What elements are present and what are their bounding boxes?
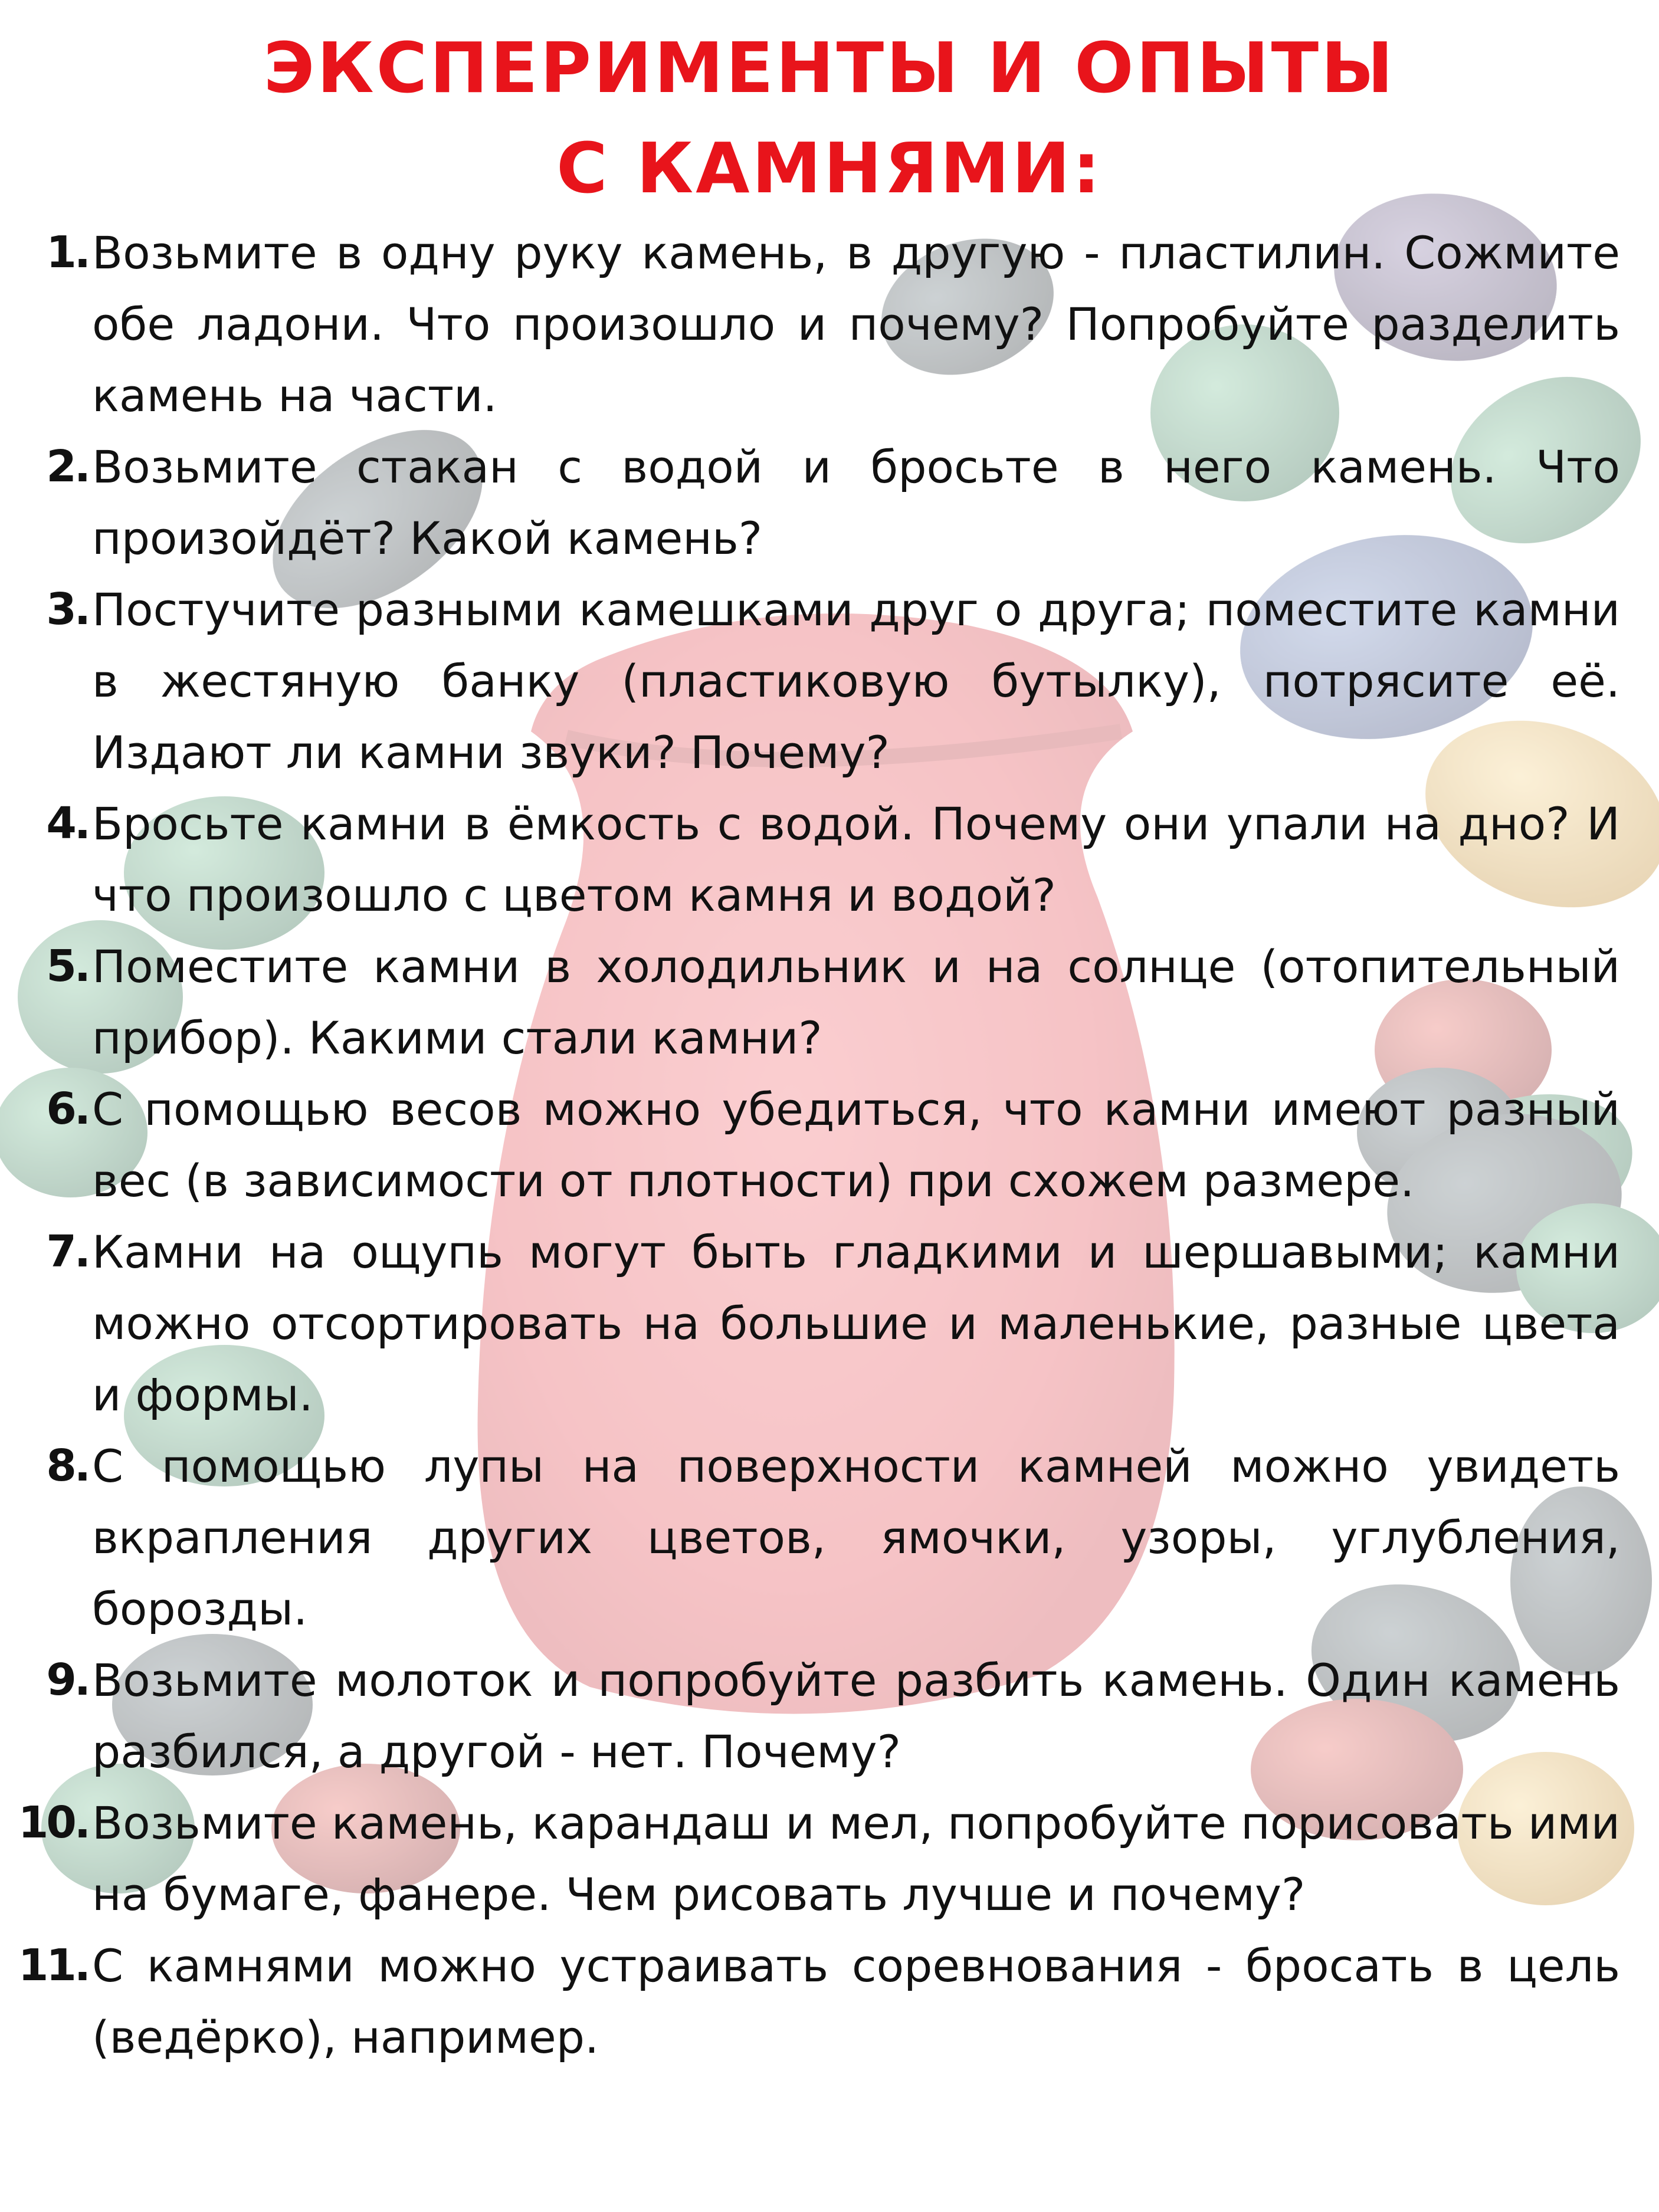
- item-number: 4.: [46, 798, 88, 849]
- item-text: С помощью лупы на поверхности камней можно увидеть вкрапления других цветов, ямочки, узоры, углубления, борозды.: [92, 1440, 1620, 1635]
- item-text: Возьмите молоток и попробуйте разбить камень. Один камень разбился, а другой - нет. Почему?: [92, 1654, 1620, 1778]
- item-text: Возьмите стакан с водой и бросьте в него камень. Что произойдёт? Какой камень?: [92, 441, 1620, 565]
- item-text: Бросьте камни в ёмкость с водой. Почему они упали на дно? И что произошло с цветом камня и водой?: [92, 797, 1620, 921]
- list-item: [0, 788, 1659, 931]
- item-number: 1.: [46, 227, 88, 278]
- list-item: [0, 931, 1659, 1074]
- item-number: 7.: [46, 1226, 88, 1277]
- item-number: 6.: [46, 1084, 88, 1134]
- item-number: 10.: [18, 1797, 88, 1848]
- item-number: 2.: [46, 441, 88, 492]
- item-text: Поместите камни в холодильник и на солнце (отопительный прибор). Какими стали камни?: [92, 940, 1620, 1064]
- title-line-2: С КАМНЯМИ:: [556, 127, 1103, 209]
- item-text: Камни на ощупь могут быть гладкими и шершавыми; камни можно отсортировать на большие и маленькие, разные цвета и формы.: [92, 1226, 1620, 1421]
- item-text: С помощью весов можно убедиться, что камни имеют разный вес (в зависимости от плотности) при схожем размере.: [92, 1083, 1620, 1207]
- list-item: [0, 1074, 1659, 1216]
- list-item: [0, 1787, 1659, 1930]
- list-item: [0, 1930, 1659, 2073]
- experiments-list: [0, 217, 1659, 2073]
- item-text: С камнями можно устраивать соревнования - бросать в цель (ведёрко), например.: [92, 1939, 1620, 2063]
- list-item: [0, 1430, 1659, 1645]
- item-text: Постучите разными камешками друг о друга; поместите камни в жестяную банку (пластиковую бутылку), потрясите её. Издают ли камни звуки? Почему?: [92, 583, 1620, 779]
- item-number: 9.: [46, 1655, 88, 1705]
- item-number: 3.: [46, 584, 88, 635]
- list-item: [0, 574, 1659, 788]
- title-line-1: ЭКСПЕРИМЕНТЫ И ОПЫТЫ: [263, 27, 1396, 109]
- item-number: 5.: [46, 941, 88, 992]
- list-item: [0, 431, 1659, 574]
- item-text: Возьмите в одну руку камень, в другую - пластилин. Сожмите обе ладони. Что произошло и почему? Попробуйте разделить камень на части.: [92, 227, 1620, 422]
- item-number: 11.: [18, 1940, 88, 1991]
- list-item: [0, 1645, 1659, 1787]
- list-item: [0, 1216, 1659, 1430]
- item-text: Возьмите камень, карандаш и мел, попробуйте порисовать ими на бумаге, фанере. Чем рисовать лучше и почему?: [92, 1797, 1620, 1921]
- item-number: 8.: [46, 1440, 88, 1491]
- list-item: [0, 217, 1659, 431]
